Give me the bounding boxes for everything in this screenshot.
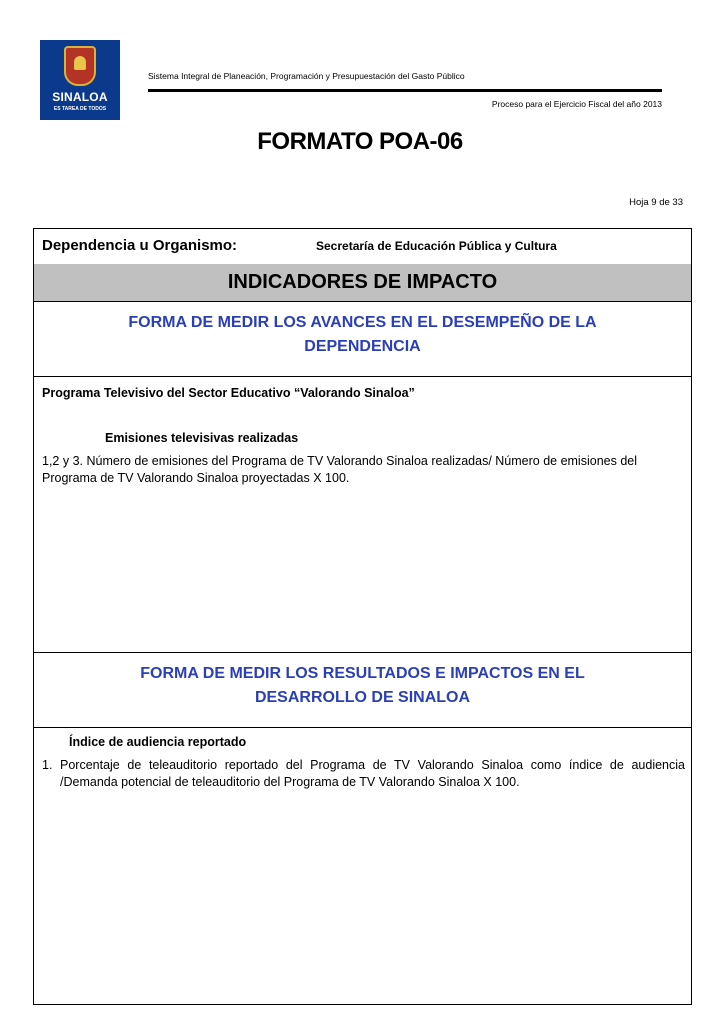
performance-indicator-name: Emisiones televisivas realizadas (105, 431, 299, 445)
performance-heading-line1: FORMA DE MEDIR LOS AVANCES EN EL DESEMPEÑO DE LA (128, 314, 597, 331)
performance-heading (34, 302, 691, 377)
logo-tagline: ES TAREA DE TODOS (53, 106, 107, 112)
dependency-row (34, 229, 691, 265)
section-title: INDICADORES DE IMPACTO (34, 264, 691, 302)
impact-item-number: 1. (42, 758, 53, 772)
impact-heading-line2: DESARROLLO DE SINALOA (254, 689, 471, 706)
performance-indicator-desc: 1,2 y 3. Número de emisiones del Programa de TV Valorando Sinaloa realizadas/ Número de emisiones del Programa de TV Valorando Sinaloa proyectadas X 100. (42, 454, 637, 485)
process-year: Proceso para el Ejercicio Fiscal del año 2013 (491, 99, 662, 109)
coat-of-arms-icon (64, 46, 96, 86)
program-title: Programa Televisivo del Sector Educativo “Valorando Sinaloa” (42, 386, 415, 400)
format-title: FORMATO POA-06 (257, 128, 463, 155)
sinaloa-logo (40, 40, 120, 120)
logo-name: SINALOA (52, 90, 108, 104)
dependency-value: Secretaría de Educación Pública y Cultura (316, 239, 557, 253)
dependency-label: Dependencia u Organismo: (42, 237, 238, 254)
impact-indicator-desc: Porcentaje de teleauditorio reportado del Programa de TV Valorando Sinaloa como índice de audiencia /Demanda potencial de teleauditorio del Programa de TV Valorando Sinaloa X 100. (60, 758, 685, 789)
impact-indicator-name: Índice de audiencia reportado (69, 735, 247, 749)
indicator-form (33, 228, 692, 1005)
impact-heading (34, 652, 691, 728)
system-title: Sistema Integral de Planeación, Programación y Presupuestación del Gasto Público (148, 71, 465, 81)
header-divider (148, 89, 662, 92)
sheet-number: Hoja 9 de 33 (629, 197, 683, 208)
impact-heading-line1: FORMA DE MEDIR LOS RESULTADOS E IMPACTOS EN EL (140, 665, 585, 682)
performance-heading-line2: DEPENDENCIA (304, 338, 421, 355)
